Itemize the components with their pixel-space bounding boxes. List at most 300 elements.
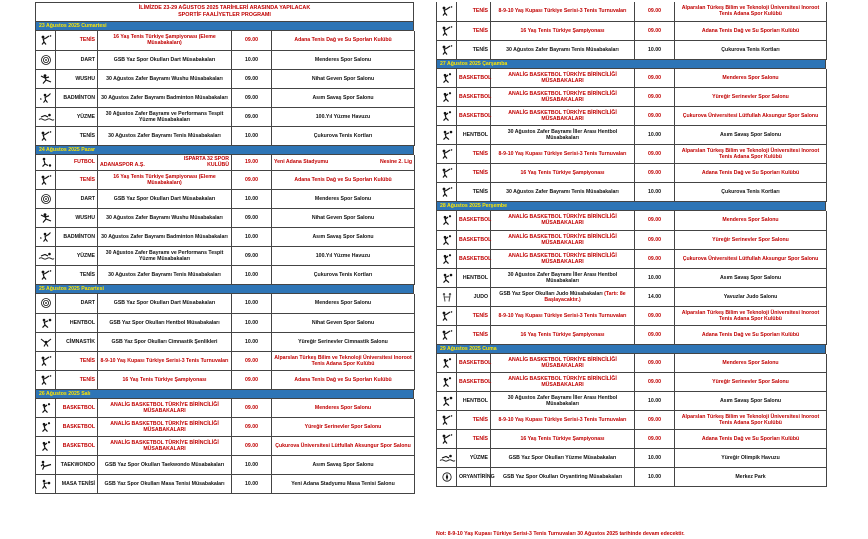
event-cell <box>98 370 232 389</box>
time-cell: 09.00 <box>232 370 272 389</box>
day-header: 25 Ağustos 2025 Pazartesi <box>35 285 414 294</box>
time-cell: 09.00 <box>635 249 675 268</box>
darts-icon <box>36 50 56 69</box>
event-cell <box>491 21 635 40</box>
table-row <box>36 351 415 370</box>
swimming-icon <box>36 107 56 126</box>
stadium: Yeni Adana Stadyumu <box>274 159 329 166</box>
schedule-table <box>436 211 827 345</box>
branch-cell: BASKETBOL <box>457 107 491 126</box>
event-cell <box>98 228 232 247</box>
header-line-1: İLİMİZDE 23-29 AĞUSTOS 2025 TARİHLERİ ARASINDA YAPILACAK <box>138 5 311 11</box>
day-header: 28 Ağustos 2025 Perşembe <box>436 202 826 211</box>
event-name: 30 Ağustos Zafer Bayramı Tenis Müsabakaları <box>506 189 619 195</box>
branch-cell: JUDO <box>457 287 491 306</box>
time-cell: 10.00 <box>635 392 675 411</box>
venue-cell: Çukurova Üniversitesi Lütfullah Aksungur Spor Salonu <box>675 107 827 126</box>
branch-cell: DART <box>56 294 98 313</box>
taekwondo-icon <box>36 456 56 475</box>
event-name: 8-9-10 Yaş Kupası Türkiye Serisi-3 Tenis Turnuvaları <box>498 417 627 423</box>
time-cell: 09.00 <box>635 21 675 40</box>
venue-cell: Yüreğir Serinevler Cimnastik Salonu <box>272 332 415 351</box>
orienteering-icon <box>437 468 457 487</box>
time-cell: 10.00 <box>232 266 272 285</box>
tennis-icon <box>36 171 56 190</box>
event-name: 30 Ağustos Zafer Bayramı Wushu Müsabakaları <box>106 215 223 221</box>
event-cell <box>98 88 232 107</box>
branch-cell: ORYANTİRİNG <box>457 468 491 487</box>
time-cell: 09.00 <box>232 351 272 370</box>
tennis-icon <box>437 183 457 202</box>
venue-cell: Asım Savaş Spor Salonu <box>675 392 827 411</box>
day-header: 23 Ağustos 2025 Cumartesi <box>35 22 414 31</box>
branch-cell: TENİS <box>457 325 491 344</box>
basketball-icon <box>437 373 457 392</box>
table-row <box>437 411 827 430</box>
hentbol-icon <box>437 126 457 145</box>
event-name: 30 Ağustos Zafer Bayramı Badminton Müsabakaları <box>101 94 228 101</box>
tennis-icon <box>36 266 56 285</box>
time-cell: 09.00 <box>635 107 675 126</box>
day-header: 26 Ağustos 2025 Salı <box>35 390 414 399</box>
event-name: 30 Ağustos Zafer Bayramı İller Arası Hentbol Müsabakaları <box>507 395 618 407</box>
venue-cell <box>272 155 415 171</box>
header-line-2: SPORTİF FAALİYETLER PROGRAMI <box>178 12 271 18</box>
branch-cell: BADMİNTON <box>56 88 98 107</box>
judo-icon <box>437 287 457 306</box>
event-name: 16 Yaş Tenis Türkiye Şampiyonası (Eleme Müsabakaları) <box>113 174 216 186</box>
event-cell <box>491 468 635 487</box>
venue-cell: Çukurova Tenis Kortları <box>675 40 827 59</box>
table-row <box>437 392 827 411</box>
venue-cell: Asım Savaş Spor Salonu <box>272 88 415 107</box>
venue-cell: 100.Yıl Yüzme Havuzu <box>272 247 415 266</box>
event-cell <box>98 31 232 50</box>
time-cell: 09.00 <box>635 325 675 344</box>
time-cell: 10.00 <box>635 268 675 287</box>
time-cell: 09.00 <box>232 418 272 437</box>
match-cell <box>98 155 232 171</box>
event-cell <box>98 475 232 494</box>
table-row <box>36 313 415 332</box>
gymnastics-icon <box>36 332 56 351</box>
event-name: GSB Yaz Spor Okulları Dart Müsabakaları <box>113 196 216 202</box>
table-row <box>437 40 827 59</box>
event-name: GSB Yaz Spor Okulları Cimnastik Şenlikleri <box>111 338 218 345</box>
event-cell <box>491 411 635 430</box>
venue-cell: Çukurova Tenis Kortları <box>272 266 415 285</box>
branch-cell: BASKETBOL <box>457 88 491 107</box>
venue-cell: Nihat Geven Spor Salonu <box>272 209 415 228</box>
event-cell <box>98 418 232 437</box>
table-row <box>36 247 415 266</box>
time-cell: 10.00 <box>232 228 272 247</box>
branch-cell: HENTBOL <box>457 268 491 287</box>
branch-cell: BASKETBOL <box>56 437 98 456</box>
footer-note: Not: 8-9-10 Yaş Kupası Türkiye Serisi-3 Tenis Turnuvaları 30 Ağustos 2025 tarihinde devam edecektir. <box>436 531 685 537</box>
venue-cell: Çukurova Tenis Kortları <box>272 126 415 145</box>
table-row <box>437 126 827 145</box>
time-cell: 09.00 <box>232 171 272 190</box>
branch-cell: HENTBOL <box>56 313 98 332</box>
branch-cell: TENİS <box>56 370 98 389</box>
time-cell: 09.00 <box>635 354 675 373</box>
time-cell: 19.00 <box>232 155 272 171</box>
table-row <box>437 88 827 107</box>
event-cell <box>98 190 232 209</box>
event-name: GSB Yaz Spor Okulları Masa Tenisi Müsabakaları <box>104 481 225 487</box>
branch-cell: HENTBOL <box>457 126 491 145</box>
time-cell: 10.00 <box>232 126 272 145</box>
event-cell <box>98 351 232 370</box>
basketball-icon <box>36 418 56 437</box>
table-row <box>437 354 827 373</box>
event-name: GSB Yaz Spor Okulları Dart Müsabakaları <box>113 56 216 63</box>
event-name: GSB Yaz Spor Okulları Taekwondo Müsabakaları <box>104 462 225 468</box>
table-row <box>36 456 415 475</box>
table-row <box>437 21 827 40</box>
event-cell <box>491 306 635 325</box>
venue-cell: Alparslan Türkeş Bilim ve Teknoloji Üniversitesi Inoroot Tenis Adana Spor Kulübü <box>675 2 827 21</box>
event-name: 16 Yaş Tenis Türkiye Şampiyonası <box>520 170 605 176</box>
branch-cell: BASKETBOL <box>457 249 491 268</box>
table-row <box>36 155 415 171</box>
event-cell <box>98 266 232 285</box>
event-name: ANALİG BASKETBOL TÜRKİYE BİRİNCİLİĞİ MÜSABAKALARI <box>508 71 617 84</box>
table-row <box>437 325 827 344</box>
event-name: ANALİG BASKETBOL TÜRKİYE BİRİNCİLİĞİ MÜSABAKALARI <box>110 401 219 414</box>
left-column <box>35 2 414 494</box>
branch-cell: BASKETBOL <box>56 418 98 437</box>
branch-cell: BASKETBOL <box>457 69 491 88</box>
tennis-icon <box>437 411 457 430</box>
tennis-icon <box>437 325 457 344</box>
venue-cell: 100.Yıl Yüzme Havuzu <box>272 107 415 126</box>
venue-cell: Yüreğir Serinevler Spor Salonu <box>675 373 827 392</box>
branch-cell: TENİS <box>457 164 491 183</box>
venue-cell: Adana Tenis Dağ ve Su Sporları Kulübü <box>675 21 827 40</box>
venue-cell: Yavuzlar Judo Salonu <box>675 287 827 306</box>
table-row <box>36 437 415 456</box>
event-cell <box>491 287 635 306</box>
schedule-table <box>436 2 827 60</box>
event-name: 30 Ağustos Zafer Bayramı İller Arası Hentbol Müsabakaları <box>507 271 618 284</box>
schedule-table <box>35 399 415 495</box>
event-cell <box>98 456 232 475</box>
branch-cell: TENİS <box>56 351 98 370</box>
event-cell <box>98 126 232 145</box>
time-cell: 10.00 <box>232 294 272 313</box>
tennis-icon <box>36 370 56 389</box>
event-cell <box>491 354 635 373</box>
table-row <box>36 475 415 494</box>
basketball-icon <box>437 107 457 126</box>
time-cell: 10.00 <box>635 449 675 468</box>
event-cell <box>491 126 635 145</box>
venue-cell: Çukurova Üniversitesi Lütfullah Aksungur Spor Salonu <box>675 249 827 268</box>
basketball-icon <box>437 211 457 230</box>
schedule-table <box>35 294 415 390</box>
event-name: GSB Yaz Spor Okulları Yüzme Müsabakaları <box>508 455 617 461</box>
event-name: ANALİG BASKETBOL TÜRKİYE BİRİNCİLİĞİ MÜSABAKALARI <box>508 110 617 122</box>
event-name: 8-9-10 Yaş Kupası Türkiye Serisi-3 Tenis Turnuvaları <box>100 357 229 364</box>
event-name: 16 Yaş Tenis Türkiye Şampiyonası <box>520 27 605 34</box>
time-cell: 10.00 <box>232 190 272 209</box>
basketball-icon <box>36 399 56 418</box>
time-cell: 10.00 <box>635 126 675 145</box>
event-cell <box>491 230 635 249</box>
time-cell: 10.00 <box>635 183 675 202</box>
venue-cell: Alparslan Türkeş Bilim ve Teknoloji Üniversitesi Inoroot Tenis Adana Spor Kulübü <box>675 306 827 325</box>
venue-cell: Adana Tenis Dağ ve Su Sporları Kulübü <box>272 370 415 389</box>
event-note: (Tartı: 8e Başlayacaktır.) <box>544 290 626 303</box>
event-name: 8-9-10 Yaş Kupası Türkiye Serisi-3 Tenis Turnuvaları <box>498 8 627 15</box>
event-name: ANALİG BASKETBOL TÜRKİYE BİRİNCİLİĞİ MÜSABAKALARI <box>110 421 219 433</box>
time-cell: 10.00 <box>232 332 272 351</box>
branch-cell: YÜZME <box>56 107 98 126</box>
venue-cell: Yüreğir Serinevler Spor Salonu <box>675 230 827 249</box>
right-column <box>436 2 826 487</box>
table-row <box>36 88 415 107</box>
tabletennis-icon <box>36 475 56 494</box>
time-cell: 09.00 <box>635 411 675 430</box>
time-cell: 09.00 <box>232 209 272 228</box>
venue-cell: Adana Tenis Dağ ve Su Sporları Kulübü <box>272 31 415 50</box>
venue-cell: Çukurova Üniversitesi Lütfullah Aksungur Spor Salonu <box>272 437 415 456</box>
tennis-icon <box>437 164 457 183</box>
event-cell <box>98 399 232 418</box>
table-row <box>36 228 415 247</box>
table-row <box>437 249 827 268</box>
event-cell <box>98 247 232 266</box>
table-row <box>36 171 415 190</box>
branch-cell: TENİS <box>56 126 98 145</box>
table-row <box>36 332 415 351</box>
table-row <box>437 2 827 21</box>
event-cell <box>491 211 635 230</box>
table-row <box>437 69 827 88</box>
time-cell: 09.00 <box>232 88 272 107</box>
table-row <box>437 430 827 449</box>
table-row <box>36 294 415 313</box>
venue-cell: Adana Tenis Dağ ve Su Sporları Kulübü <box>675 164 827 183</box>
venue-cell: Menderes Spor Salonu <box>272 190 415 209</box>
event-name: 16 Yaş Tenis Türkiye Şampiyonası <box>520 331 605 338</box>
away-team: ISPARTA 32 SPOR KULÜBÜ <box>183 156 229 169</box>
event-cell <box>491 392 635 411</box>
branch-cell: TENİS <box>457 306 491 325</box>
venue-cell: Adana Tenis Dağ ve Su Sporları Kulübü <box>675 430 827 449</box>
branch-cell: YÜZME <box>457 449 491 468</box>
branch-cell: TENİS <box>56 266 98 285</box>
event-name: ANALİG BASKETBOL TÜRKİYE BİRİNCİLİĞİ MÜSABAKALARI <box>508 356 617 369</box>
time-cell: 09.00 <box>635 164 675 183</box>
venue-cell: Adana Tenis Dağ ve Su Sporları Kulübü <box>272 171 415 190</box>
event-name: GSB Yaz Spor Okulları Judo Müsabakaları <box>499 290 603 297</box>
event-name: ANALİG BASKETBOL TÜRKİYE BİRİNCİLİĞİ MÜSABAKALARI <box>508 214 617 227</box>
branch-cell: WUSHU <box>56 69 98 88</box>
event-cell <box>491 268 635 287</box>
table-row <box>437 468 827 487</box>
time-cell: 10.00 <box>232 313 272 332</box>
branch-cell: TENİS <box>457 21 491 40</box>
hentbol-icon <box>437 392 457 411</box>
event-name: 30 Ağustos Zafer Bayramı İller Arası Hentbol Müsabakaları <box>507 129 618 141</box>
branch-cell: BASKETBOL <box>457 373 491 392</box>
home-team: ADANASPOR A.Ş. <box>100 162 145 169</box>
venue-cell: Alparslan Türkeş Bilim ve Teknoloji Üniversitesi Inoroot Tenis Adana Spor Kulübü <box>675 145 827 164</box>
branch-cell: YÜZME <box>56 247 98 266</box>
venue-cell: Nihat Geven Spor Salonu <box>272 69 415 88</box>
time-cell: 10.00 <box>232 50 272 69</box>
tennis-icon <box>36 351 56 370</box>
football-icon <box>36 155 56 171</box>
venue-cell: Yüreğir Serinevler Spor Salonu <box>675 88 827 107</box>
tennis-icon <box>437 2 457 21</box>
basketball-icon <box>437 249 457 268</box>
venue-cell: Yüreğir Olimpik Havuzu <box>675 449 827 468</box>
branch-cell: BASKETBOL <box>457 230 491 249</box>
table-row <box>437 287 827 306</box>
venue-cell: Menderes Spor Salonu <box>272 50 415 69</box>
event-cell <box>98 209 232 228</box>
event-name: ANALİG BASKETBOL TÜRKİYE BİRİNCİLİĞİ MÜSABAKALARI <box>508 233 617 246</box>
venue-cell: Asım Savaş Spor Salonu <box>675 268 827 287</box>
time-cell: 09.00 <box>635 2 675 21</box>
event-name: 16 Yaş Tenis Türkiye Şampiyonası <box>520 436 605 442</box>
event-cell <box>491 249 635 268</box>
tennis-icon <box>437 21 457 40</box>
basketball-icon <box>437 69 457 88</box>
branch-cell: DART <box>56 190 98 209</box>
event-name: 30 Ağustos Zafer Bayramı ve Performans Tespit Yüzme Müsabakaları <box>105 250 224 262</box>
table-row <box>36 69 415 88</box>
event-name: ANALİG BASKETBOL TÜRKİYE BİRİNCİLİĞİ MÜSABAKALARI <box>508 91 617 103</box>
tennis-icon <box>36 31 56 50</box>
time-cell: 10.00 <box>232 475 272 494</box>
table-row <box>36 107 415 126</box>
table-row <box>36 50 415 69</box>
event-name: 30 Ağustos Zafer Bayramı Tenis Müsabakaları <box>108 272 221 278</box>
event-name: ANALİG BASKETBOL TÜRKİYE BİRİNCİLİĞİ MÜSABAKALARI <box>508 252 617 265</box>
branch-cell: BADMİNTON <box>56 228 98 247</box>
basketball-icon <box>437 88 457 107</box>
table-row <box>437 230 827 249</box>
event-name: ANALİG BASKETBOL TÜRKİYE BİRİNCİLİĞİ MÜSABAKALARI <box>110 440 219 452</box>
event-cell <box>491 164 635 183</box>
venue-cell: Menderes Spor Salonu <box>272 294 415 313</box>
branch-cell: BASKETBOL <box>457 354 491 373</box>
branch-cell: BASKETBOL <box>457 211 491 230</box>
time-cell: 10.00 <box>635 40 675 59</box>
time-cell: 09.00 <box>635 145 675 164</box>
event-name: 8-9-10 Yaş Kupası Türkiye Serisi-3 Tenis Turnuvaları <box>498 312 627 319</box>
schedule-table <box>35 31 415 146</box>
table-row <box>36 190 415 209</box>
branch-cell: CİMNASTİK <box>56 332 98 351</box>
branch-cell: FUTBOL <box>56 155 98 171</box>
venue-cell: Adana Tenis Dağ ve Su Sporları Kulübü <box>675 325 827 344</box>
schedule-table <box>35 155 415 286</box>
branch-cell: DART <box>56 50 98 69</box>
table-row <box>36 370 415 389</box>
table-row <box>36 266 415 285</box>
darts-icon <box>36 190 56 209</box>
venue-cell: Menderes Spor Salonu <box>675 211 827 230</box>
venue-cell: Yüreğir Serinevler Spor Salonu <box>272 418 415 437</box>
time-cell: 09.00 <box>232 399 272 418</box>
hentbol-icon <box>36 313 56 332</box>
event-cell <box>491 430 635 449</box>
swimming-icon <box>36 247 56 266</box>
table-row <box>437 211 827 230</box>
schedule-table <box>436 354 827 488</box>
tennis-icon <box>437 145 457 164</box>
event-cell <box>491 88 635 107</box>
branch-cell: TENİS <box>457 183 491 202</box>
branch-cell: TAEKWONDO <box>56 456 98 475</box>
badminton-icon <box>36 88 56 107</box>
venue-cell: Nihat Geven Spor Salonu <box>272 313 415 332</box>
venue-cell: Asım Savaş Spor Salonu <box>272 228 415 247</box>
time-cell: 09.00 <box>635 230 675 249</box>
swimming-icon <box>437 449 457 468</box>
event-cell <box>491 325 635 344</box>
branch-cell: TENİS <box>457 2 491 21</box>
event-cell <box>98 313 232 332</box>
time-cell: 10.00 <box>635 468 675 487</box>
program-header <box>35 2 414 22</box>
day-header: 29 Ağustos 2025 Cuma <box>436 345 826 354</box>
branch-cell: TENİS <box>457 430 491 449</box>
branch-cell: TENİS <box>56 31 98 50</box>
wushu-icon <box>36 209 56 228</box>
time-cell: 09.00 <box>232 107 272 126</box>
table-row <box>36 126 415 145</box>
branch-cell: HENTBOL <box>457 392 491 411</box>
hentbol-icon <box>437 268 457 287</box>
venue-cell: Menderes Spor Salonu <box>675 354 827 373</box>
time-cell: 09.00 <box>635 211 675 230</box>
event-cell <box>98 332 232 351</box>
event-name: GSB Yaz Spor Okulları Oryantiring Müsabakaları <box>503 474 622 480</box>
branch-cell: TENİS <box>457 40 491 59</box>
venue-cell: Menderes Spor Salonu <box>675 69 827 88</box>
event-cell <box>491 40 635 59</box>
branch-cell: MASA TENİSİ <box>56 475 98 494</box>
league: Nesine 2. Lig <box>379 159 412 166</box>
table-row <box>437 145 827 164</box>
table-row <box>437 107 827 126</box>
wushu-icon <box>36 69 56 88</box>
event-cell <box>491 2 635 21</box>
event-cell <box>491 107 635 126</box>
event-cell <box>98 294 232 313</box>
branch-cell: WUSHU <box>56 209 98 228</box>
schedule-table <box>436 69 827 203</box>
event-cell <box>491 183 635 202</box>
event-cell <box>98 437 232 456</box>
day-header: 27 Ağustos 2025 Çarşamba <box>436 60 826 69</box>
time-cell: 14.00 <box>635 287 675 306</box>
event-name: 30 Ağustos Zafer Bayramı Tenis Müsabakaları <box>108 132 221 139</box>
event-cell <box>98 69 232 88</box>
table-row <box>437 164 827 183</box>
venue-cell: Merkez Park <box>675 468 827 487</box>
time-cell: 09.00 <box>232 69 272 88</box>
time-cell: 09.00 <box>232 437 272 456</box>
event-name: GSB Yaz Spor Okulları Hentbol Müsabakaları <box>109 319 220 326</box>
